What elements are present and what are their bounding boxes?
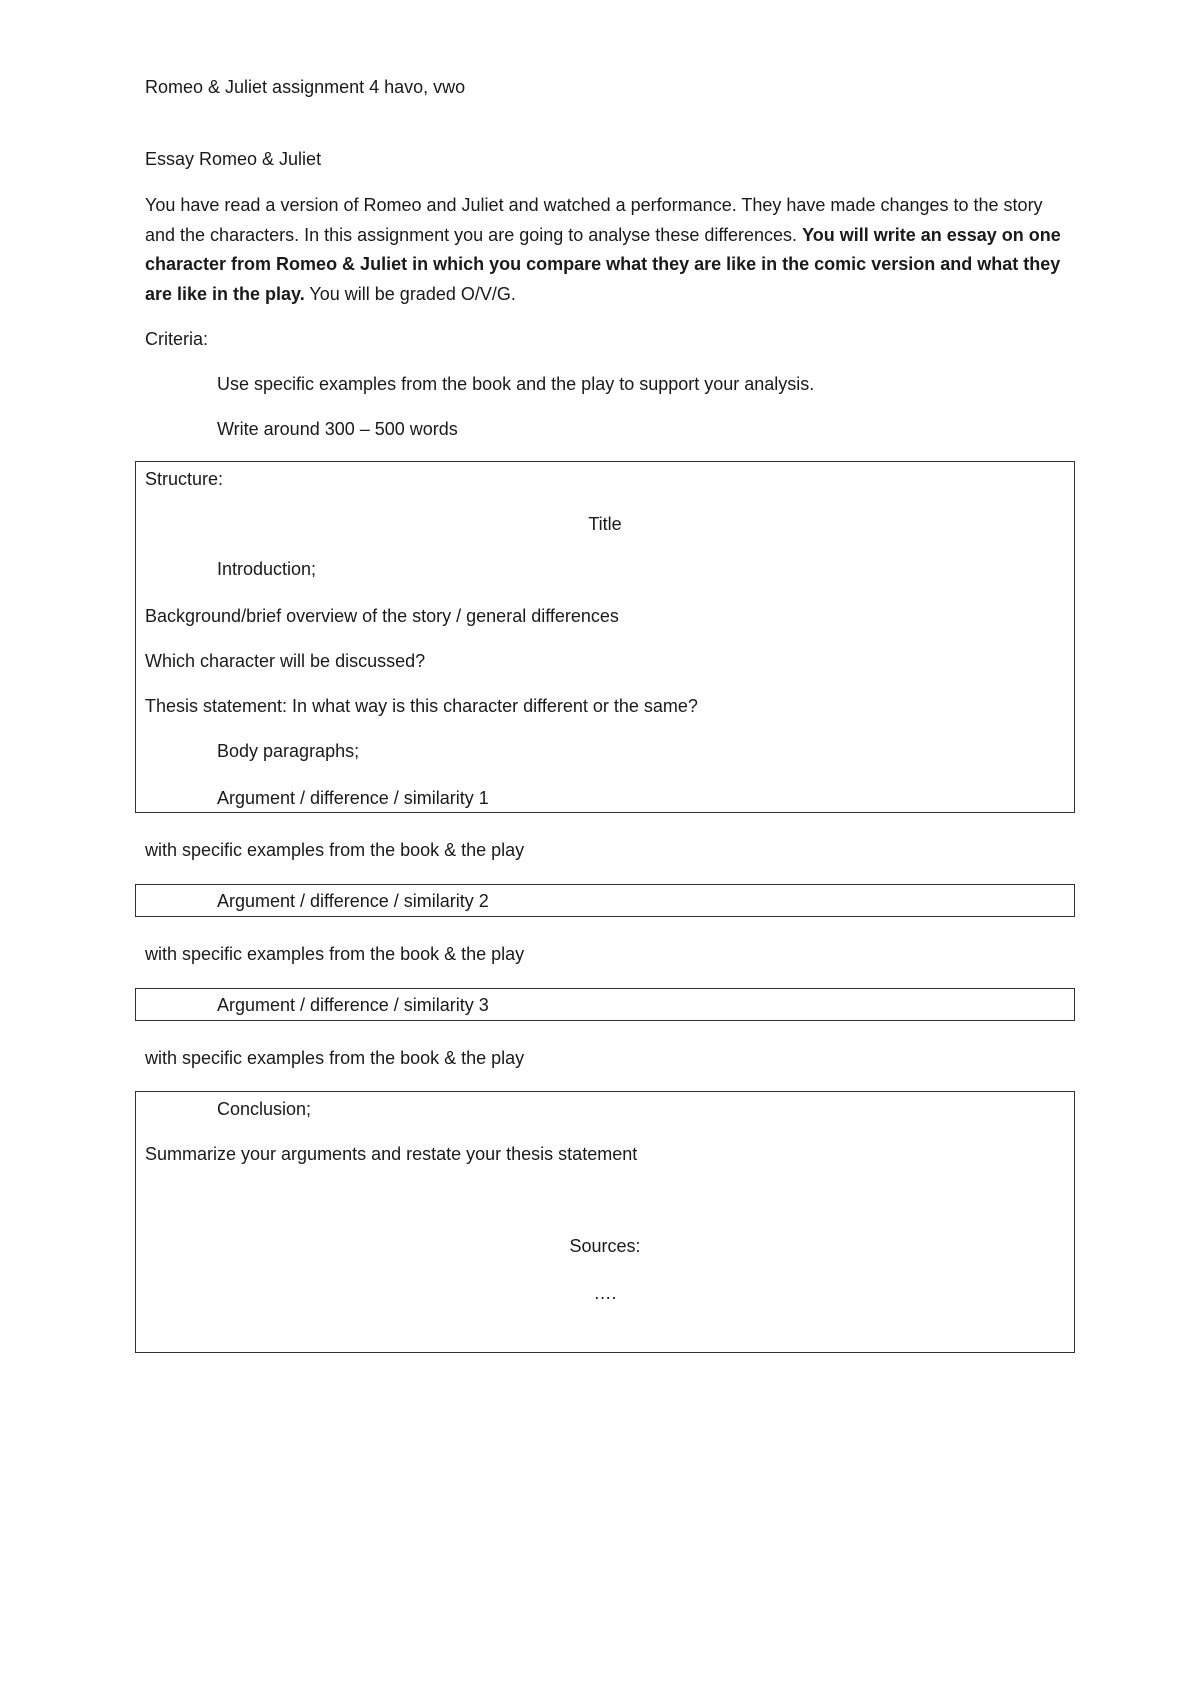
- essay-heading: Essay Romeo & Juliet: [145, 149, 322, 169]
- assignment-title: Romeo & Juliet assignment 4 havo, vwo: [145, 77, 466, 97]
- conclusion-line: Summarize your arguments and restate your thesis statement: [145, 1144, 638, 1164]
- sources-placeholder: ….: [593, 1283, 617, 1303]
- intro-line: Background/brief overview of the story / general differences: [145, 606, 619, 626]
- intro-end-text: You will be graded O/V/G.: [304, 283, 516, 304]
- examples-note: with specific examples from the book & the play: [145, 1048, 525, 1068]
- criteria-item: Write around 300 – 500 words: [217, 419, 458, 439]
- intro-text: You have read a version of Romeo and Juliet and watched a performance. They have made changes to the story and the characters. In this assignment you are going to analyse these differences.: [145, 195, 1043, 245]
- criteria-item: Use specific examples from the book and the play to support your analysis.: [217, 374, 815, 394]
- examples-note: with specific examples from the book & the play: [145, 944, 525, 964]
- argument-2: Argument / difference / similarity 2: [217, 891, 489, 911]
- body-paragraphs-label: Body paragraphs;: [217, 741, 360, 761]
- intro-paragraph: [145, 191, 1075, 309]
- conclusion-box: [135, 1091, 1075, 1353]
- intro-line: Thesis statement: In what way is this character different or the same?: [145, 696, 698, 716]
- structure-label: Structure:: [145, 469, 224, 489]
- sources-label: Sources:: [569, 1236, 641, 1256]
- introduction-label: Introduction;: [217, 559, 317, 579]
- essay-title-placeholder: Title: [588, 514, 622, 534]
- criteria-label: Criteria:: [145, 329, 209, 349]
- examples-note: with specific examples from the book & the play: [145, 840, 525, 860]
- argument-3: Argument / difference / similarity 3: [217, 995, 489, 1015]
- argument-1: Argument / difference / similarity 1: [217, 788, 489, 808]
- conclusion-label: Conclusion;: [217, 1099, 312, 1119]
- intro-bold-text: You will write an essay on one character from Romeo & Juliet in which you compare what they are like in the comic version and what they are like in the play.: [145, 224, 1061, 304]
- intro-line: Which character will be discussed?: [145, 651, 426, 671]
